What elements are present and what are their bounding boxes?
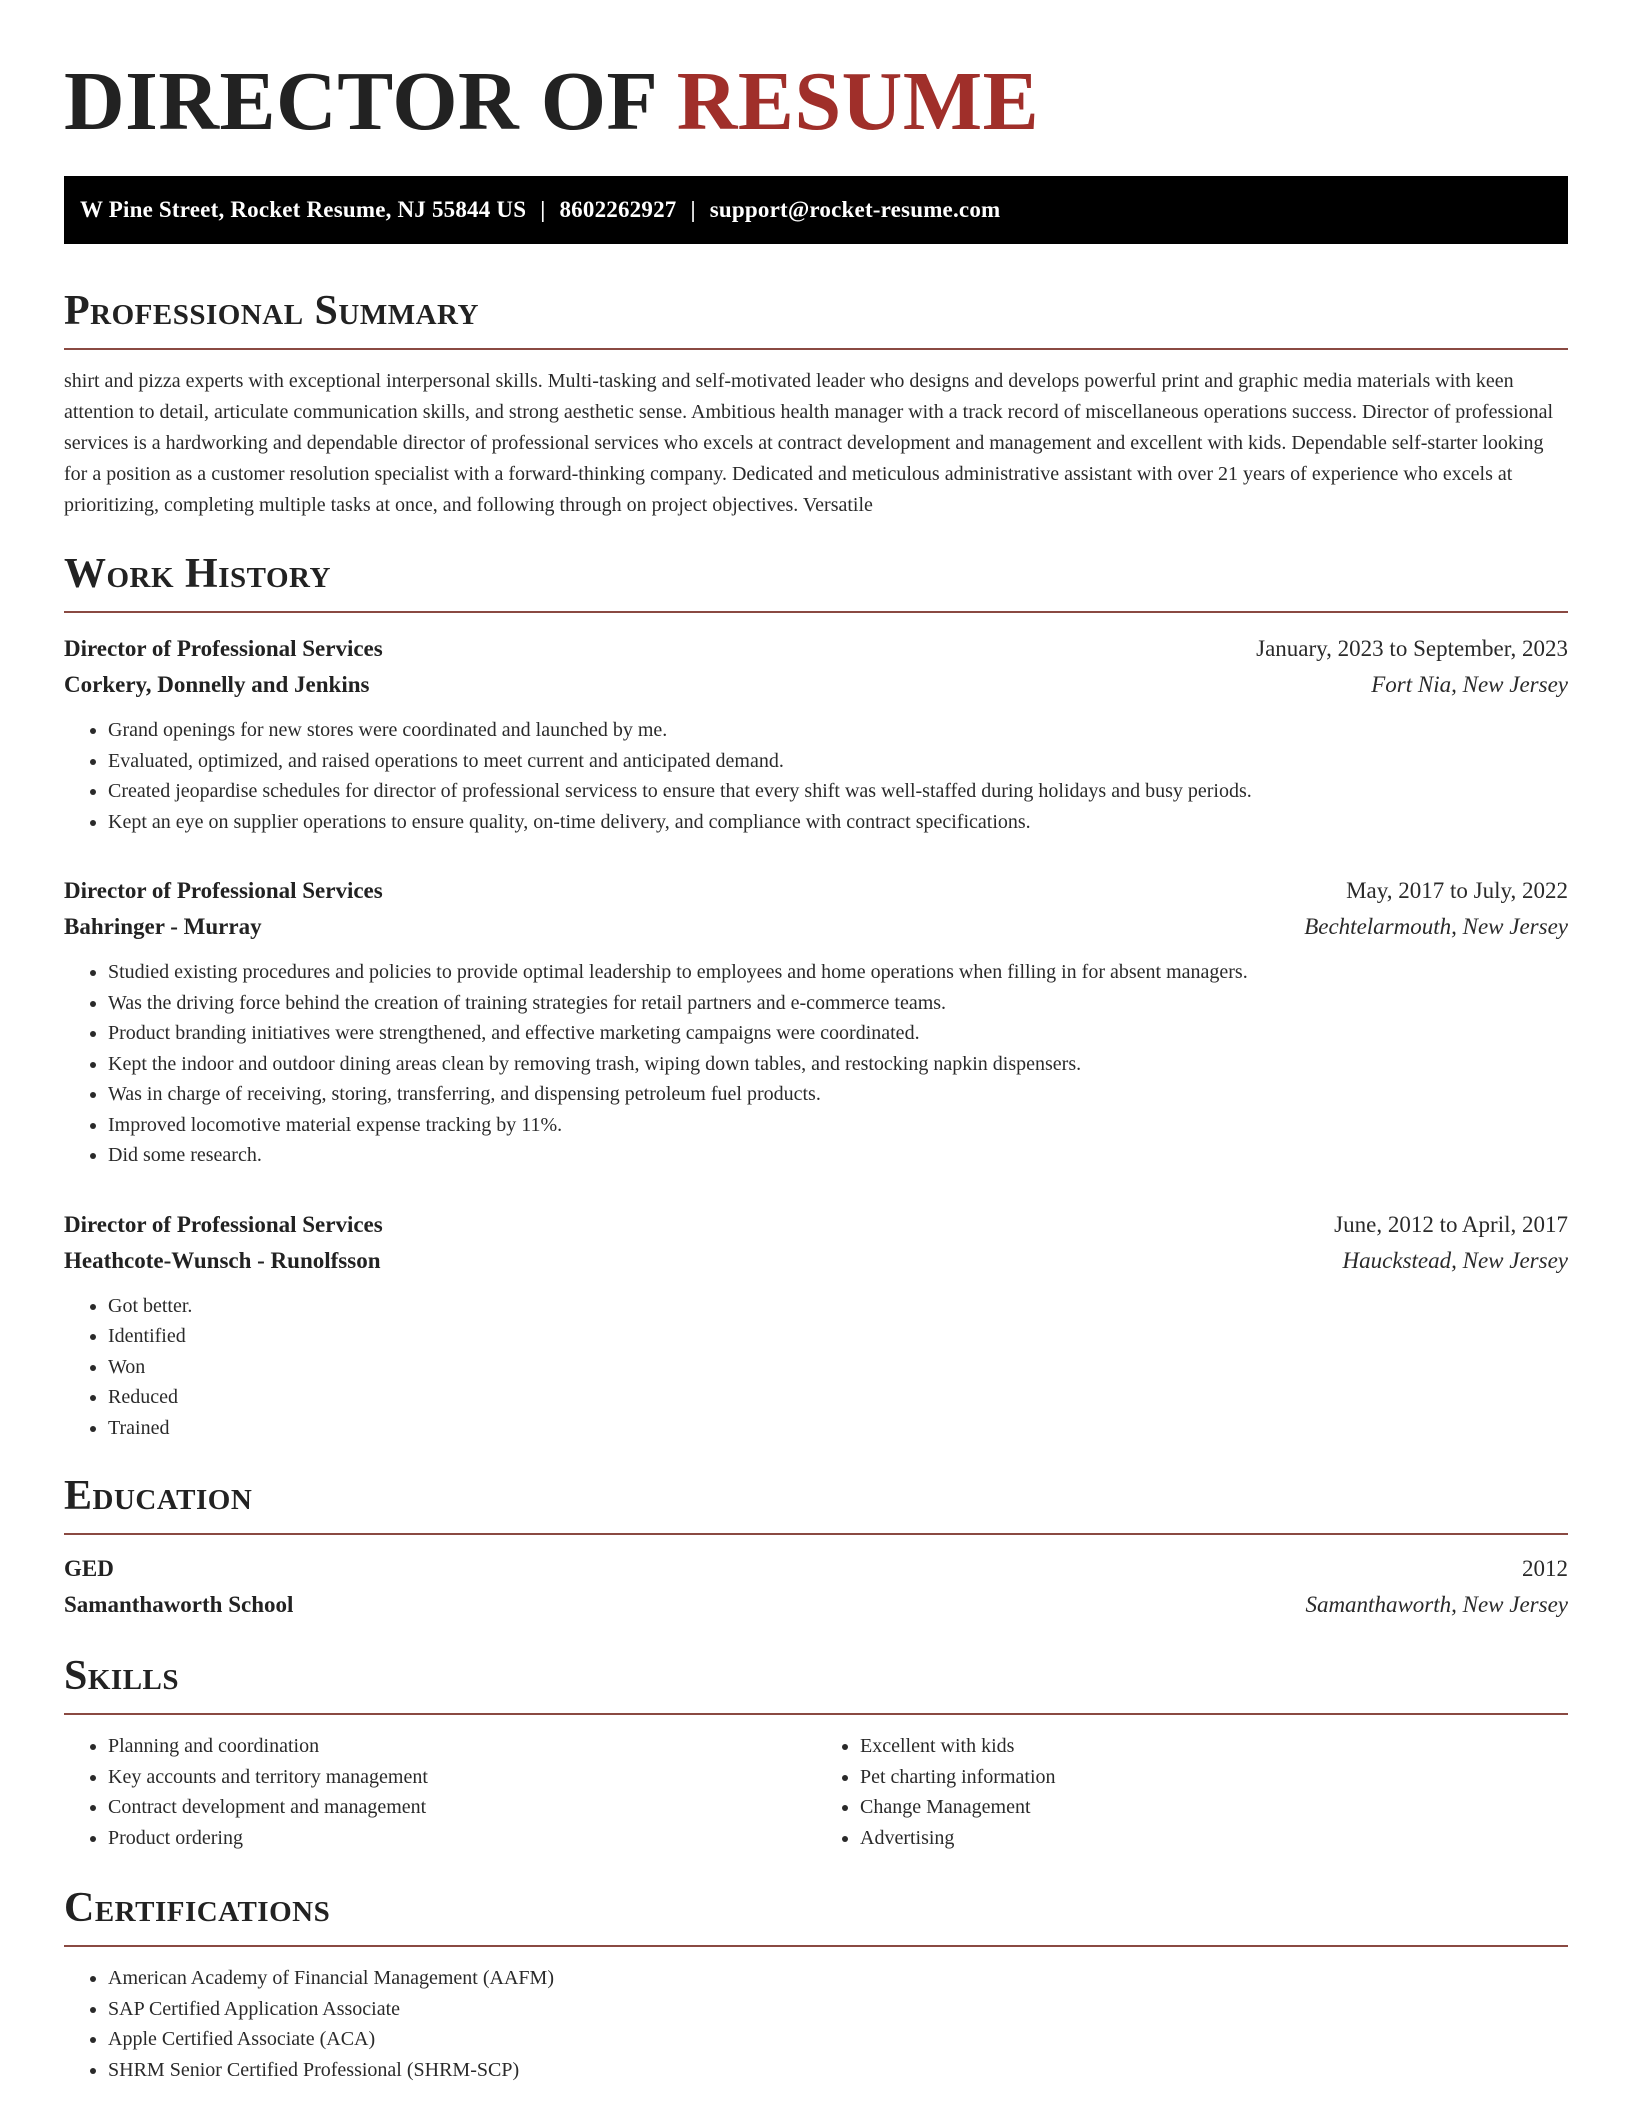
job-bullets	[64, 1291, 1568, 1444]
job-bullet: • Grand openings for new stores were coordinated and launched by me.	[108, 715, 1568, 746]
job-bullet: • Evaluated, optimized, and raised operations to meet current and anticipated demand.	[108, 746, 1568, 777]
certification-item: • SAP Certified Application Associate	[108, 1994, 1568, 2025]
skill-item: • Excellent with kids	[860, 1731, 1568, 1762]
contact-bar	[64, 176, 1568, 244]
job-bullet: • Improved locomotive material expense tracking by 11%.	[108, 1110, 1568, 1141]
job-bullets	[64, 957, 1568, 1171]
section-title-certifications: Certifications	[64, 1885, 331, 1931]
skills-column-left	[64, 1731, 816, 1853]
job-role: Director of Professional Services	[64, 1211, 383, 1237]
section-divider	[64, 1713, 1568, 1715]
skill-item: • Key accounts and territory management	[108, 1762, 816, 1793]
education-school: Samanthaworth School	[64, 1592, 294, 1617]
section-divider	[64, 611, 1568, 613]
name-first: DIRECTOR OF	[64, 55, 656, 148]
skill-item: • Planning and coordination	[108, 1731, 816, 1762]
certifications-section	[64, 1883, 1568, 2085]
section-title-education: Education	[64, 1473, 253, 1519]
job-bullet: • Reduced	[108, 1382, 1568, 1413]
job-company: Corkery, Donnelly and Jenkins	[64, 672, 370, 697]
contact-separator: |	[690, 197, 696, 222]
contact-phone: 8602262927	[559, 197, 677, 222]
name-last: RESUME	[676, 55, 1040, 148]
job-bullet: • Studied existing procedures and policies to provide optimal leadership to employees and home operations when filling in for absent managers.	[108, 957, 1568, 988]
job-location: Bechtelarmouth, New Jersey	[1304, 914, 1568, 939]
skill-item: • Product ordering	[108, 1823, 816, 1854]
skill-item: • Change Management	[860, 1792, 1568, 1823]
education-entry	[64, 1551, 1568, 1623]
job-company: Heathcote-Wunsch - Runolfsson	[64, 1247, 381, 1273]
job-bullet: • Kept the indoor and outdoor dining areas clean by removing trash, wiping down tables, and restocking napkin dispensers.	[108, 1049, 1568, 1080]
job-role: Director of Professional Services	[64, 636, 383, 661]
job-bullet: • Product branding initiatives were strengthened, and effective marketing campaigns were coordinated.	[108, 1018, 1568, 1049]
job-bullet: • Got better.	[108, 1291, 1568, 1322]
skills-section	[64, 1651, 1568, 1853]
certification-item: • American Academy of Financial Management (AAFM)	[108, 1963, 1568, 1994]
skill-item: • Advertising	[860, 1823, 1568, 1854]
job-bullets	[64, 715, 1568, 837]
job-bullet: • Created jeopardise schedules for director of professional servicess to ensure that every shift was well-staffed during holidays and busy periods.	[108, 776, 1568, 807]
job-entry	[64, 631, 1568, 837]
job-entry	[64, 1207, 1568, 1444]
section-divider	[64, 1945, 1568, 1947]
skill-item: • Contract development and management	[108, 1792, 816, 1823]
section-divider	[64, 348, 1568, 350]
education-location: Samanthaworth, New Jersey	[1305, 1592, 1568, 1617]
certification-item: • Apple Certified Associate (ACA)	[108, 2024, 1568, 2055]
job-company: Bahringer - Murray	[64, 914, 262, 939]
job-role: Director of Professional Services	[64, 878, 383, 903]
resume-name-heading	[64, 52, 1568, 152]
section-title-work-history: Work History	[64, 551, 331, 597]
section-title-summary: Professional Summary	[64, 288, 479, 334]
section-divider	[64, 1533, 1568, 1535]
job-dates: June, 2012 to April, 2017	[1334, 1211, 1568, 1237]
job-location: Fort Nia, New Jersey	[1371, 672, 1568, 697]
job-bullet: • Identified	[108, 1321, 1568, 1352]
work-history-section	[64, 549, 1568, 1443]
job-entry	[64, 873, 1568, 1171]
job-bullet: • Did some research.	[108, 1140, 1568, 1171]
skills-grid	[64, 1731, 1568, 1853]
contact-separator: |	[540, 197, 546, 222]
certifications-list	[64, 1963, 1568, 2085]
certification-item: • SHRM Senior Certified Professional (SHRM-SCP)	[108, 2055, 1568, 2086]
summary-section	[64, 286, 1568, 521]
contact-address: W Pine Street, Rocket Resume, NJ 55844 US	[80, 197, 527, 222]
contact-email: support@rocket-resume.com	[709, 197, 1001, 222]
section-title-skills: Skills	[64, 1653, 180, 1699]
education-degree: GED	[64, 1556, 114, 1581]
job-bullet: • Was in charge of receiving, storing, transferring, and dispensing petroleum fuel products.	[108, 1079, 1568, 1110]
job-bullet: • Kept an eye on supplier operations to ensure quality, on-time delivery, and compliance with contract specifications.	[108, 807, 1568, 838]
job-dates: January, 2023 to September, 2023	[1256, 636, 1568, 661]
job-location: Hauckstead, New Jersey	[1342, 1247, 1568, 1273]
skill-item: • Pet charting information	[860, 1762, 1568, 1793]
summary-text: shirt and pizza experts with exceptional interpersonal skills. Multi-tasking and self-motivated leader who designs and develops powerful print and graphic media materials with keen attention to detail, articulate communication skills, and strong aesthetic sense. Ambitious health manager with a track record of miscellaneous operations success. Director of professional services is a hardworking and dependable director of professional services who excels at contract development and management and excellent with kids. Dependable self-starter looking for a position as a customer resolution specialist with a forward-thinking company. Dedicated and meticulous administrative assistant with over 21 years of experience who excels at prioritizing, completing multiple tasks at once, and following through on project objectives. Versatile	[64, 370, 1554, 516]
education-year: 2012	[1522, 1556, 1568, 1581]
job-dates: May, 2017 to July, 2022	[1346, 878, 1568, 903]
skills-column-right	[816, 1731, 1568, 1853]
job-bullet: • Was the driving force behind the creation of training strategies for retail partners and e-commerce teams.	[108, 988, 1568, 1019]
education-section	[64, 1471, 1568, 1623]
job-bullet: • Won	[108, 1352, 1568, 1383]
job-bullet: • Trained	[108, 1413, 1568, 1444]
